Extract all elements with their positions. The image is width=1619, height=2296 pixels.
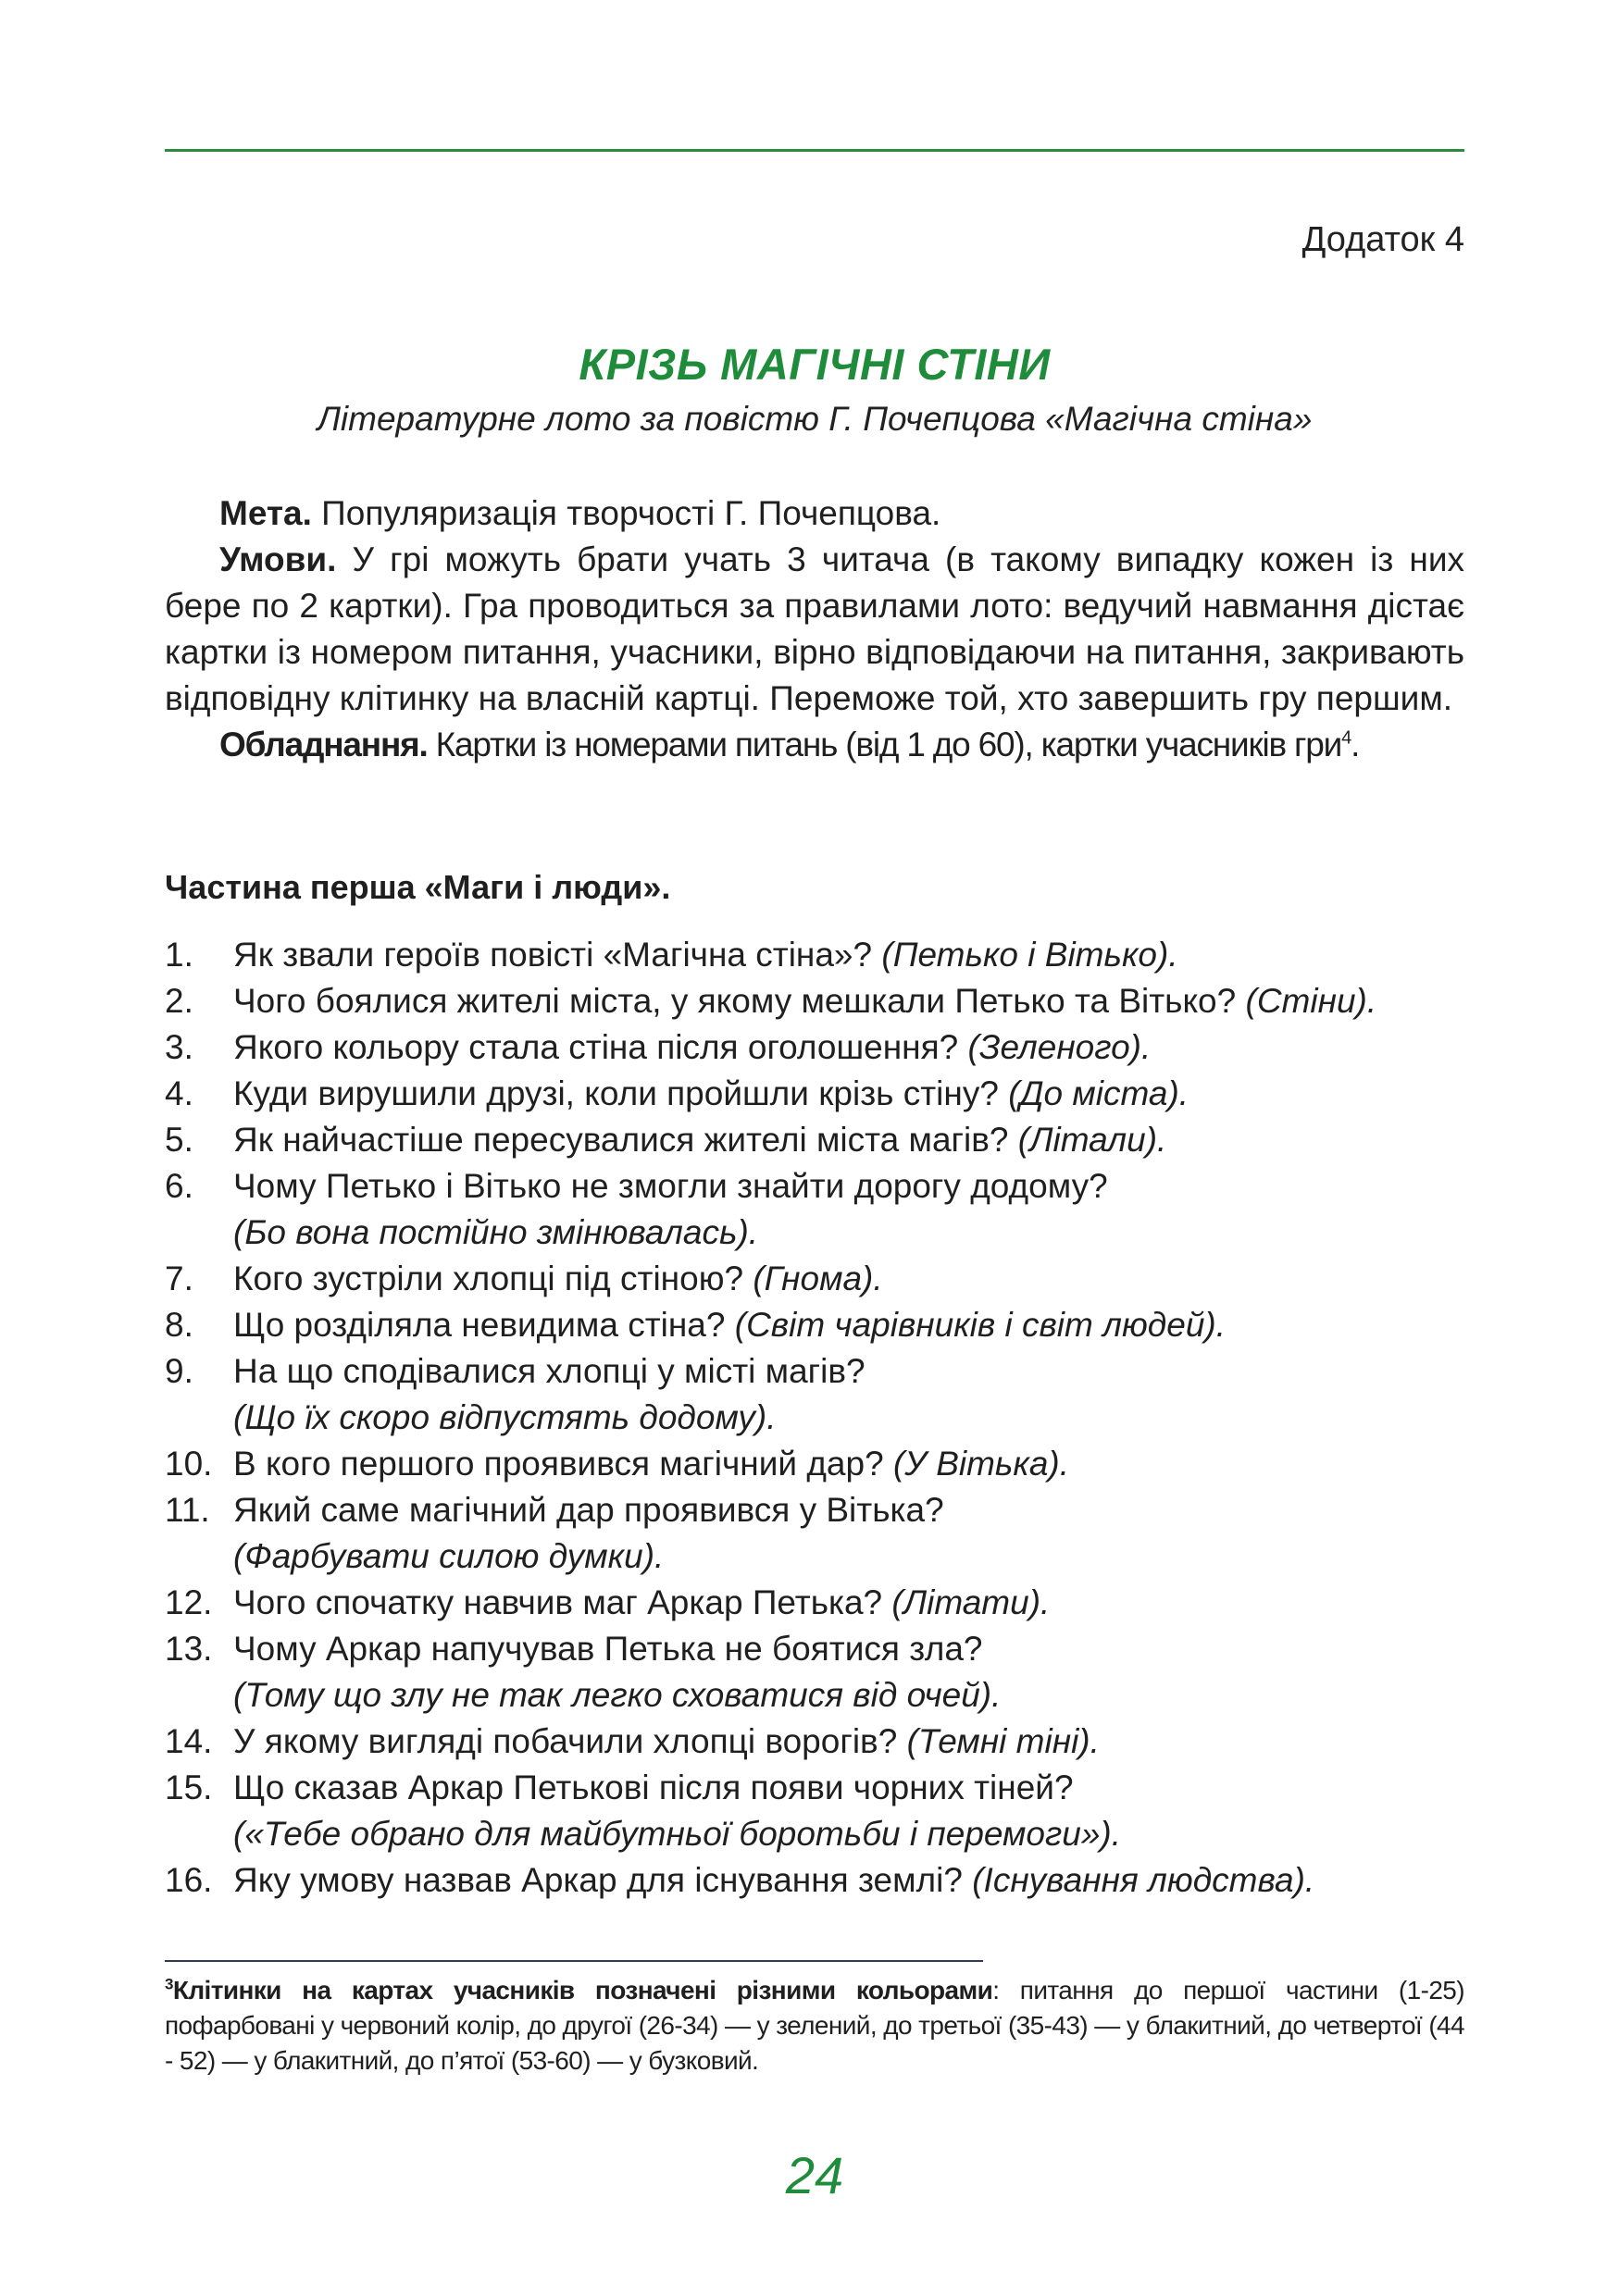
question-item [165, 978, 1479, 1024]
footnote-ref: 4 [1341, 727, 1351, 749]
page-subtitle: Літературне лото за повістю Г. Почепцова «Магічна стіна» [317, 400, 1313, 438]
answer-text: (Що їх скоро відпустять додому). [233, 1398, 777, 1436]
question-item [165, 1302, 1479, 1348]
question-text: Кого зустріли хлопці під стіною? [233, 1260, 753, 1297]
question-text: На що сподівалися хлопці у місті магів? [233, 1352, 866, 1390]
question-text: Як найчастіше пересувалися жителі міста магів? [233, 1121, 1018, 1159]
answer-text: (Зеленого). [967, 1028, 1152, 1066]
question-item [165, 932, 1479, 978]
footnote-rule [165, 1960, 983, 1962]
question-number: 6. [165, 1167, 193, 1205]
section-heading: Частина перша «Маги і люди». [165, 868, 671, 906]
question-text: Що сказав Аркар Петькові після появи чорних тіней? [233, 1769, 1074, 1806]
question-text: Яку умову назвав Аркар для існування землі? [233, 1861, 973, 1899]
answer-text: (Петько і Вітько). [881, 936, 1178, 974]
question-text: В кого першого проявився магічний дар? [233, 1445, 893, 1483]
footnote [165, 1973, 1464, 2079]
question-item [165, 1487, 1479, 1580]
answer-text: (Бо вона постійно змінювалась). [233, 1213, 759, 1251]
answer-text: (Темні тіні). [906, 1722, 1100, 1760]
question-item [165, 1580, 1479, 1626]
question-number: 2. [165, 982, 193, 1020]
question-item [165, 1117, 1479, 1163]
appendix-label: Додаток 4 [1301, 220, 1464, 259]
answer-text: (У Вітька). [892, 1445, 1070, 1483]
question-number: 16. [165, 1861, 213, 1899]
question-item [165, 1857, 1479, 1904]
answer-text: (Фарбувати силою думки). [233, 1537, 665, 1575]
question-number: 1. [165, 936, 193, 974]
equipment-label: Обладнання. [219, 726, 428, 763]
goal-label: Мета. [219, 494, 312, 532]
question-number: 8. [165, 1306, 193, 1344]
footnote-text: : питання до першої частини (1-25) пофарбовані у червоний колір, до другої (26-34) — у зелений, до третьої (35-43) — у блакитний, до четвертої (44 - 52) — у блакитний, до п’ятої (53-60) — у бузковий. [165, 1976, 1465, 2075]
question-number: 5. [165, 1121, 193, 1159]
question-item [165, 1348, 1479, 1441]
question-number: 11. [165, 1491, 210, 1529]
question-list [165, 932, 1479, 1904]
equipment-text: Картки із номерами питань (від 1 до 60), картки учасників гри [427, 726, 1342, 763]
question-item [165, 1071, 1479, 1117]
question-item [165, 1256, 1479, 1302]
answer-text: (Літати). [891, 1583, 1051, 1621]
question-text: Чого спочатку навчив маг Аркар Петька? [233, 1583, 892, 1621]
question-number: 10. [165, 1445, 213, 1483]
header-rule [165, 149, 1464, 152]
answer-text: (Існування людства). [972, 1861, 1315, 1899]
answer-text: (Світ чарівників і світ людей). [734, 1306, 1227, 1344]
footnote-bold-text: Клітинки на картах учасників позначені різними кольорами [172, 1976, 993, 2004]
question-number: 12. [165, 1583, 213, 1621]
question-text: У якому вигляді побачили хлопці ворогів? [233, 1722, 907, 1760]
question-text: Як звали героїв повісті «Магічна стіна»? [233, 936, 882, 974]
goal-paragraph [165, 490, 1464, 537]
rules-paragraph [165, 537, 1464, 722]
question-text: Що розділяла невидима стіна? [233, 1306, 735, 1344]
goal-text: Популяризація творчості Г. Почепцова. [311, 494, 941, 532]
page-title: КРІЗЬ МАГІЧНІ СТІНИ [579, 340, 1051, 389]
equipment-paragraph [165, 722, 1464, 768]
answer-text: (До міста). [1008, 1074, 1189, 1112]
question-text: Чого боялися жителі міста, у якому мешкали Петько та Вітько? [233, 982, 1246, 1020]
question-number: 9. [165, 1352, 193, 1390]
question-number: 14. [165, 1722, 213, 1760]
question-text: Куди вирушили друзі, коли пройшли крізь стіну? [233, 1074, 1009, 1112]
equipment-end: . [1351, 726, 1360, 763]
answer-text: («Тебе обрано для майбутньої боротьби і перемоги»). [233, 1815, 1122, 1853]
answer-text: (Гнома). [753, 1260, 883, 1297]
question-item [165, 1024, 1479, 1071]
question-text: Який саме магічний дар проявився у Вітька? [233, 1491, 944, 1529]
question-text: Чому Петько і Вітько не змогли знайти дорогу додому? [233, 1167, 1108, 1205]
question-text: Чому Аркар напучував Петька не боятися зла? [233, 1630, 983, 1668]
question-item [165, 1441, 1479, 1487]
answer-text: (Тому що злу не так легко сховатися від очей). [233, 1676, 1002, 1714]
question-item [165, 1163, 1479, 1256]
question-text: Якого кольору стала стіна після оголошення? [233, 1028, 968, 1066]
rules-label: Умови. [219, 540, 337, 578]
question-number: 15. [165, 1769, 213, 1806]
intro-block [165, 490, 1464, 768]
answer-text: (Літали). [1017, 1121, 1167, 1159]
question-number: 7. [165, 1260, 193, 1297]
answer-text: (Стіни). [1245, 982, 1377, 1020]
question-item [165, 1626, 1479, 1719]
question-number: 4. [165, 1074, 193, 1112]
question-number: 13. [165, 1630, 213, 1668]
rules-text: У грі можуть брати учать 3 читача (в такому випадку кожен із них бере по 2 картки). Гра проводиться за правилами лото: ведучий навмання дістає картки із номером питання, учасники, вірно відповідаючи на питання, закривають відповідну клітинку на власній картці. Переможе той, хто завершить гру першим. [165, 540, 1464, 717]
footnote-marker: 3 [165, 1975, 173, 1993]
question-item [165, 1719, 1479, 1765]
page-number: 24 [785, 2146, 844, 2204]
question-item [165, 1765, 1479, 1857]
question-number: 3. [165, 1028, 193, 1066]
